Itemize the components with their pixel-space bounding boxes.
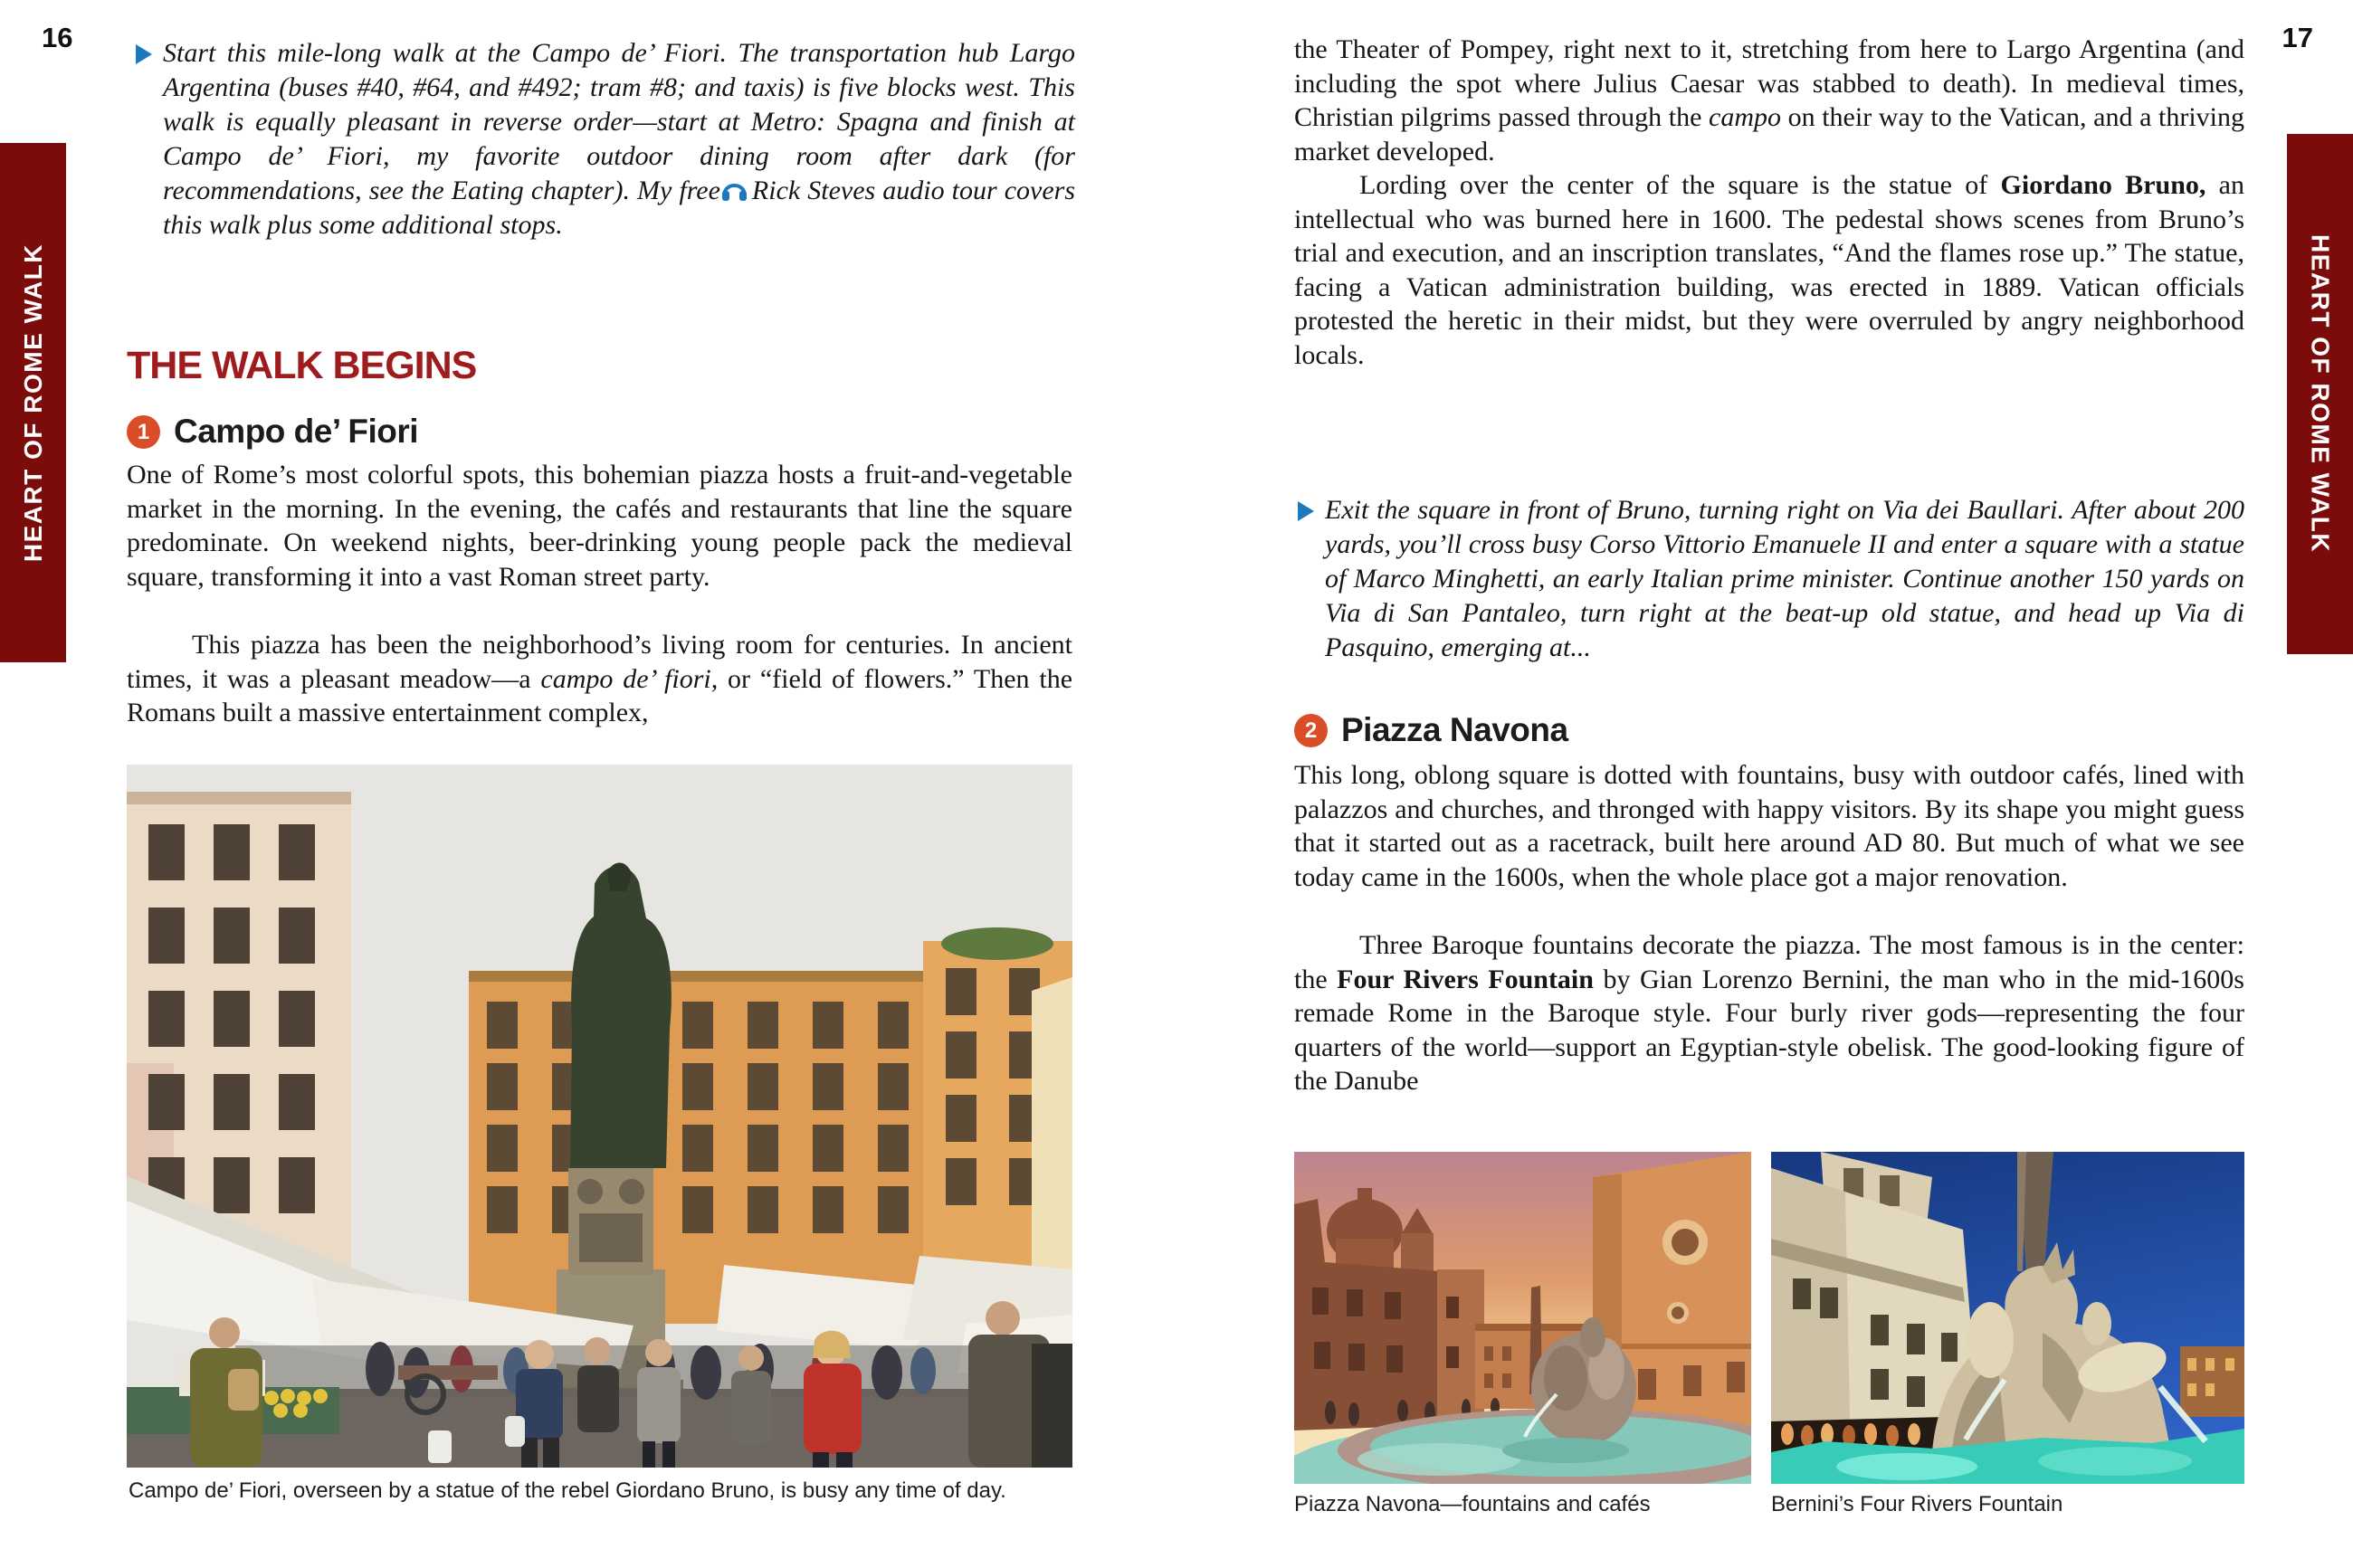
piazza-navona-photo: [1294, 1152, 1751, 1484]
exit-square-directions: [1296, 493, 2244, 665]
chapter-tab-label: HEART OF ROME WALK: [2306, 234, 2335, 554]
arrow-bullet-icon: [1298, 501, 1314, 521]
campo-paragraph-2: This piazza has been the neighborhood’s living room for centuries. In ancient times, it was a pleasant meadow—a campo de’ fiori, or “field of flowers.” Then the Romans built a massive entertainment complex,: [127, 630, 1073, 727]
four-rivers-fountain-photo: [1771, 1152, 2244, 1484]
campo-de-fiori-market-photo: [127, 765, 1072, 1468]
campo-paragraph-1: One of Rome’s most colorful spots, this bohemian piazza hosts a fruit-and-vegetable market in the morning. In the evening, the cafés and restaurants that line the square predominate. On weekend nights, beer-drinking young people pack the medieval square, transforming it into a vast Roman street party.: [127, 460, 1072, 592]
walk-intro-directions: [134, 36, 1075, 242]
chapter-tab-left: [0, 143, 66, 662]
navona-paragraph-2: Three Baroque fountains decorate the piazza. The most famous is in the center: the Four Rivers Fountain by Gian Lorenzo Bernini, the man who in the mid-1600s remade Rome in the Baroque style. Four burly river gods—representing the four quarters of the world—support an Egyptian-style obelisk. The good-looking figure of the Danube: [1294, 930, 2244, 1096]
headphones-icon: [722, 184, 747, 201]
walk-begins-heading: THE WALK BEGINS: [127, 344, 477, 387]
exit-square-paragraph: Exit the square in front of Bruno, turning right on Via dei Baullari. After about 200 yards, you’ll cross busy Corso Vittorio Emanuele II and enter a square with a statue of Marco Minghetti, an early Italian prime minister. Continue another 150 yards on Via di San Pantaleo, turn right at the beat-up old statue, and head up Via di Pasquino, emerging at...: [1325, 495, 2244, 662]
stop-heading-campo-de-fiori: [127, 413, 418, 451]
fountain-photo-caption: Bernini’s Four Rivers Fountain: [1771, 1492, 2063, 1516]
pompey-paragraph: the Theater of Pompey, right next to it, stretching from here to Largo Argentina (and including the spot where Julius Caesar was stabbed to death). In medieval times, Christian pilgrims passed through the campo on their way to the Vatican, and a thriving market developed.: [1294, 34, 2244, 166]
campo-photo-caption: Campo de’ Fiori, overseen by a statue of the rebel Giordano Bruno, is busy any time of day.: [129, 1478, 1006, 1503]
page-number-right: 17: [2282, 22, 2313, 53]
chapter-tab-right: [2287, 134, 2353, 654]
navona-photo-caption: Piazza Navona—fountains and cafés: [1294, 1492, 1651, 1516]
arrow-bullet-icon: [136, 44, 152, 64]
giordano-bruno-paragraph: Lording over the center of the square is the statue of Giordano Bruno, an intellectual who was burned here in 1600. The pedestal shows scenes from Bruno’s trial and execution, and an inscription translates, “And the flames rose up.” The statue, facing a Vatican administration building, was erected in 1889. Vatican officials protested the heretic in their midst, but they were overruled by angry neighborhood locals.: [1294, 170, 2244, 370]
stop-heading-piazza-navona: [1294, 711, 1568, 749]
page-number-left: 16: [42, 22, 73, 53]
navona-paragraph-1: This long, oblong square is dotted with fountains, busy with outdoor cafés, lined with palazzos and churches, and thronged with happy visitors. By its shape you might guess that it started out as a racetrack, built here around AD 80. But much of what we see today came in the 1600s, when the whole place got a major renovation.: [1294, 760, 2244, 892]
stop-title: Campo de’ Fiori: [174, 413, 419, 450]
chapter-tab-label: HEART OF ROME WALK: [18, 242, 47, 563]
stop-number-badge: 1: [127, 415, 160, 449]
stop-title: Piazza Navona: [1341, 711, 1568, 748]
stop-number-badge: 2: [1294, 714, 1328, 747]
walk-intro-paragraph: Start this mile-long walk at the Campo de’ Fiori. The transportation hub Largo Argentina (buses #40, #64, and #492; tram #8; and taxis) is five blocks west. This walk is equally pleasant in reverse order—start at Metro: Spagna and finish at Campo de’ Fiori, my favorite outdoor dining room after dark (for recommendations, see the Eating chapter). My free Rick Steves audio tour covers this walk plus some additional stops.: [163, 38, 1075, 240]
